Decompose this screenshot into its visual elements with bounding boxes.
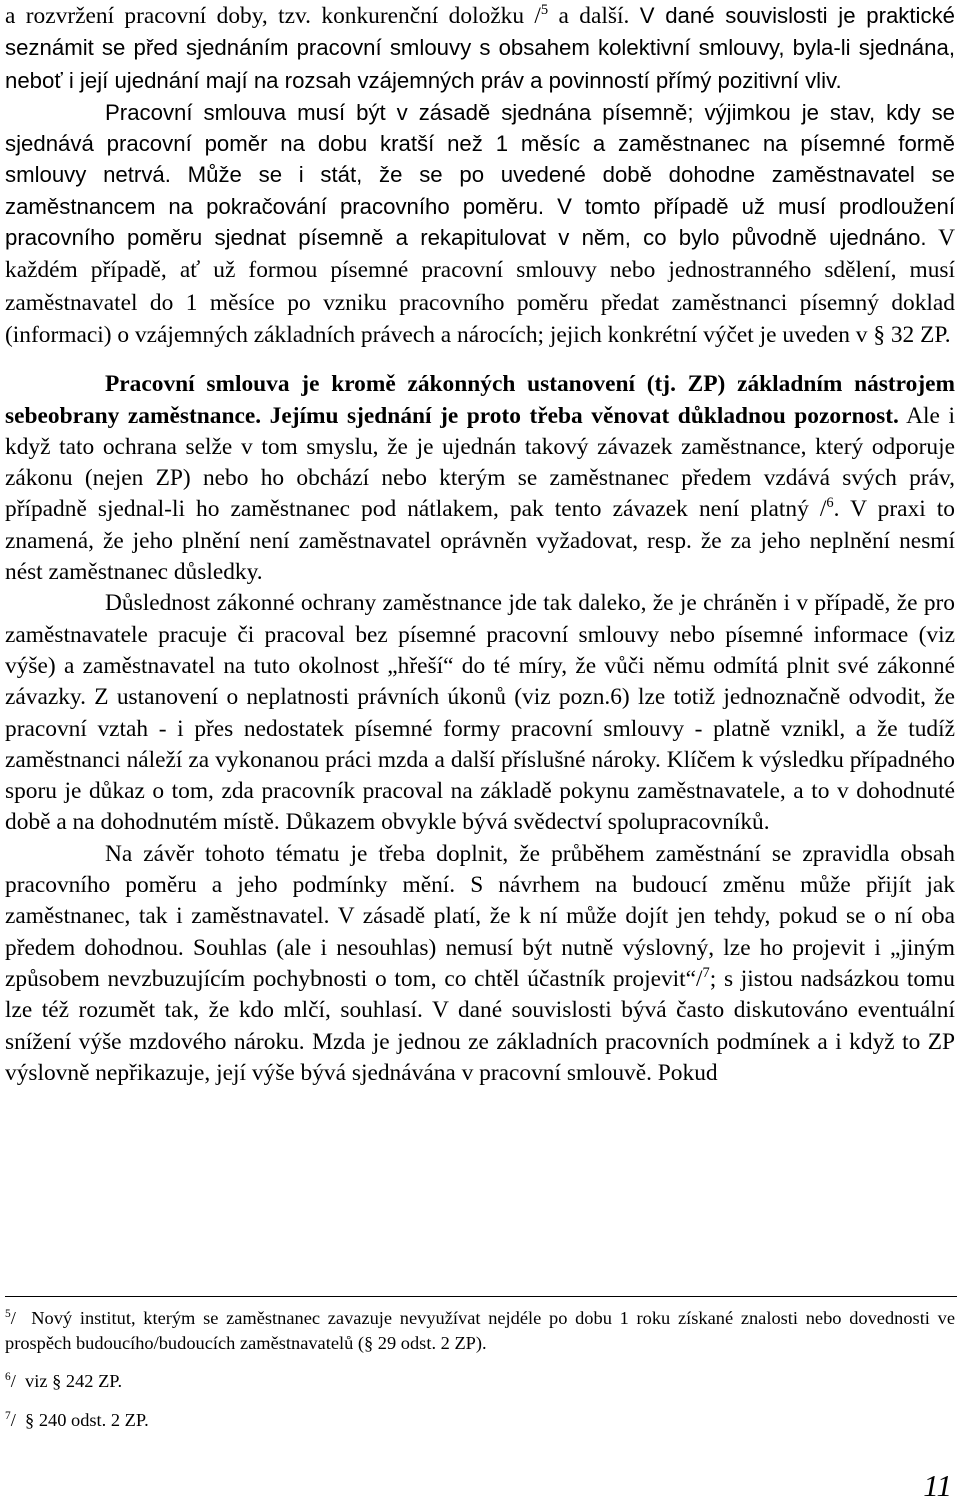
footnote-number: 5: [5, 1307, 11, 1320]
p3-bold-statement: Pracovní smlouva je kromě zákonných ustanovení (tj. ZP) základním nástrojem sebeobrany zaměstnance. Jejímu sjednání je proto třeba věnovat důkladnou pozornost.: [5, 371, 955, 429]
paragraph-5: [5, 839, 955, 1089]
footnote-5: [5, 1306, 955, 1355]
p3-text-a: Ale i když tato ochrana selže v tom smyslu, že je ujednán takový závazek zaměstnance, který odporuje zákonu (nejen ZP) nebo ho obchází nebo kterým se zaměstnanec předem vzdává svých práv, případně sjednal-li ho zaměstnanec pod nátlakem, pak tento závazek není platný /: [5, 402, 955, 523]
footnote-text: viz § 242 ZP.: [25, 1371, 123, 1391]
p4-text: Důslednost zákonné ochrany zaměstnance jde tak daleko, že je chráněn i v případě, že pro zaměstnavatele pracuje či pracoval bez písemné pracovní smlouvy nebo písemné informace (viz výše) a zaměstnavatel na tuto okolnost „hřeší“ do té míry, že vůči němu odmítá plnit své zákonné závazky. Z ustanovení o neplatnosti právních úkonů (viz pozn.6) lze totiž jednoznačně odvodit, že pracovní vztah - i přes nedostatek písemné formy pracovní smlouvy - platně vznikl, a že tudíž zaměstnanci náleží za vykonanou práci mzda a další příslušné nároky. Klíčem k výsledku případného sporu je důkaz o tom, zda pracovník pracoval na základě pokynu zaměstnavatele, a to v dohodnuté době a na dohodnutém místě. Důkazem obvykle bývá svědectví spolupracovníků.: [5, 590, 955, 836]
footnote-number: 7: [5, 1409, 11, 1422]
p1-text-sans: V dané souvislosti je praktické seznámit se před sjednáním pracovní smlouvy s obsahem kolektivní smlouvy, byla-li sjednána, neboť i její ujednání mají na rozsah vzájemných práv a povinností přímý pozitivní vliv.: [5, 3, 956, 93]
footnote-number: 6: [5, 1370, 11, 1383]
footnote-ref-6[interactable]: 6: [826, 495, 834, 512]
p1-text-b: a další.: [548, 3, 640, 29]
p1-text-a: a rozvržení pracovní doby, tzv. konkurenční doložku /: [5, 3, 541, 29]
footnote-text: § 240 odst. 2 ZP.: [25, 1409, 149, 1430]
footnote-mark: /: [10, 1409, 16, 1430]
page-body: [5, 0, 955, 1089]
p2-text-b: V každém případě, ať už formou písemné pracovní smlouvy nebo jednostranného sdělení, musí zaměstnavatel do 1 měsíce po vzniku pracovního poměru předat zaměstnanci písemný doklad (informaci) o vzájemných základních právech a nárocích; jejich konkrétní výčet je uveden v § 32 ZP.: [5, 225, 955, 348]
footnote-7: [5, 1408, 955, 1433]
footnote-text: Nový institut, kterým se zaměstnanec zavazuje nevyužívat nejdéle po dobu 1 roku získané znalosti nebo dovednosti ve prospěch budoucího/budoucích zaměstnavatelů (§ 29 odst. 2 ZP).: [5, 1308, 955, 1353]
footnote-ref-7[interactable]: 7: [702, 964, 710, 981]
footnote-6: [5, 1369, 955, 1394]
paragraph-1: [5, 0, 955, 97]
paragraph-3: [5, 369, 955, 588]
footnote-divider: [5, 1296, 957, 1297]
p5-text-a: Na závěr tohoto tématu je třeba doplnit, že průběhem zaměstnání se zpravidla obsah pracovního poměru a jeho podmínky mění. S návrhem na budoucí změnu může přijít jak zaměstnanec, tak i zaměstnavatel. V zásadě platí, že k ní může dojít jen tehdy, pokud se o ní oba předem dohodnou. Souhlas (ale i nesouhlas) nemusí být nutně výslovný, lze ho projevit i „jiným způsobem nevzbuzujícím pochybnosti o tom, co chtěl účastník projevit“/: [5, 840, 955, 992]
footnotes: [5, 1306, 955, 1446]
footnote-ref-5[interactable]: 5: [540, 2, 549, 19]
page-number: 11: [923, 1468, 952, 1503]
p5-text-b: ; s jistou nadsázkou tomu lze též rozumět tak, že kdo mlčí, souhlasí. V dané souvislosti bývá často diskutováno eventuální snížení výše mzdového nároku. Mzda je jednou ze základních pracovních podmínek a i když to ZP výslovně nepřikazuje, její výše bývá sjednávána v pracovní smlouvě. Pokud: [5, 965, 955, 1086]
p3-text-b: . V praxi to znamená, že jeho plnění není zaměstnavatel oprávněn vyžadovat, resp. že za jeho neplnění nesmí nést zaměstnanec důsledky.: [5, 496, 955, 586]
paragraph-2: [5, 97, 955, 351]
paragraph-4: [5, 588, 955, 838]
footnote-mark: /: [10, 1308, 16, 1328]
p2-text-a: Pracovní smlouva musí být v zásadě sjednána písemně; výjimkou je stav, kdy se sjednává pracovní poměr na dobu kratší než 1 měsíc a zaměstnanec na písemné formě smlouvy netrvá. Může se i stát, že se po uvedené době dohodne zaměstnavatel se zaměstnancem na pokračování pracovního poměru. V tomto případě už musí prodloužení pracovního poměru sjednat písemně a rekapitulovat v něm, co bylo původně ujednáno.: [5, 99, 955, 251]
footnote-mark: /: [10, 1371, 16, 1391]
